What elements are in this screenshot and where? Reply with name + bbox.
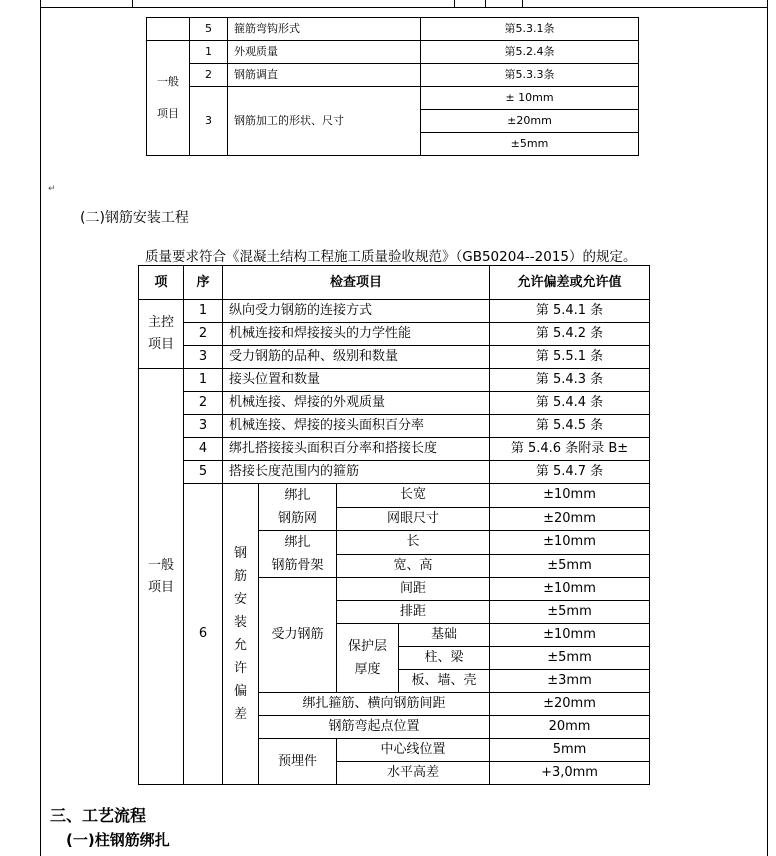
allowance-value: 第5.3.1条 [421, 18, 639, 41]
embedded-label: 预埋件 [259, 739, 337, 785]
row-no: 3 [184, 346, 223, 369]
cover-label: 保护层 厚度 [337, 624, 399, 693]
quality-note: 质量要求符合《混凝土结构工程施工质量验收规范》（GB50204--2015）的规定。 [145, 249, 637, 265]
check-item: 纵向受力钢筋的连接方式 [223, 300, 490, 323]
row-no: 2 [184, 392, 223, 415]
subsection-title: (一)柱钢筋绑扎 [66, 831, 170, 849]
allowance-value: +3,0mm [490, 762, 650, 785]
cage-label: 绑扎 钢筋骨架 [259, 531, 337, 578]
group-main-control: 主控 项目 [139, 300, 184, 369]
check-item: 机械连接、焊接的接头面积百分率 [223, 415, 490, 438]
group-general: 一般 项目 [139, 369, 184, 785]
allowance-value: ±20mm [490, 507, 650, 531]
allowance-value: ±20mm [421, 110, 639, 133]
sub-item: 间距 [337, 578, 490, 601]
allowance-value: ±10mm [490, 531, 650, 555]
check-item: 搭接长度范围内的箍筋 [223, 461, 490, 484]
allowance-value: ±5mm [421, 133, 639, 156]
sub-item: 板、墙、壳 [399, 670, 490, 693]
row-no: 1 [184, 369, 223, 392]
processing-table [146, 17, 639, 156]
allowance-value: 第 5.4.1 条 [490, 300, 650, 323]
allowance-value: 第 5.5.1 条 [490, 346, 650, 369]
allowance-value: 第 5.4.7 条 [490, 461, 650, 484]
allowance-value: 第5.2.4条 [421, 41, 639, 64]
installation-table [138, 265, 650, 785]
sub-item: 网眼尺寸 [337, 507, 490, 531]
header-check: 检查项目 [223, 266, 490, 300]
sub-item: 基础 [399, 624, 490, 647]
allowance-value: 20mm [490, 716, 650, 739]
header-strip [40, 0, 768, 8]
row-no: 6 [184, 484, 223, 785]
section3-title: 三、工艺流程 [50, 806, 147, 825]
section2-title: (二)钢筋安装工程 [80, 210, 189, 226]
row-no: 3 [190, 87, 228, 156]
sub-item: 中心线位置 [337, 739, 490, 762]
header-item: 项 [139, 266, 184, 300]
allowance-value: ±10mm [490, 624, 650, 647]
allowance-value: 第5.3.3条 [421, 64, 639, 87]
sub-item: 宽、高 [337, 554, 490, 578]
row-no: 4 [184, 438, 223, 461]
allowance-value: ±10mm [490, 484, 650, 508]
allowance-value: ±5mm [490, 647, 650, 670]
header-allowance: 允许偏差或允许值 [490, 266, 650, 300]
mesh-label: 绑扎 钢筋网 [259, 484, 337, 531]
check-item: 箍筋弯钩形式 [228, 18, 421, 41]
allowance-value: ±5mm [490, 601, 650, 624]
allowance-value: ±20mm [490, 693, 650, 716]
check-item: 钢筋调直 [228, 64, 421, 87]
sub-item: 柱、梁 [399, 647, 490, 670]
paragraph-mark: ↵ [48, 184, 56, 194]
allowance-value: 第 5.4.3 条 [490, 369, 650, 392]
group-general: 一般 项目 [147, 41, 190, 156]
allowance-value: ±10mm [490, 578, 650, 601]
sub-item: 水平高差 [337, 762, 490, 785]
stressed-label: 受力钢筋 [259, 578, 337, 693]
allowance-value: 第 5.4.4 条 [490, 392, 650, 415]
header-no: 序 [184, 266, 223, 300]
check-item: 接头位置和数量 [223, 369, 490, 392]
check-item: 受力钢筋的品种、级别和数量 [223, 346, 490, 369]
row-no: 1 [184, 300, 223, 323]
row-no: 1 [190, 41, 228, 64]
row-no: 5 [184, 461, 223, 484]
row-no: 3 [184, 415, 223, 438]
check-item: 外观质量 [228, 41, 421, 64]
row-no: 2 [184, 323, 223, 346]
allowance-value: 5mm [490, 739, 650, 762]
sub-item: 长 [337, 531, 490, 555]
vertical-label-text: 钢筋安装允许偏差 [233, 546, 247, 722]
allowance-value: ±3mm [490, 670, 650, 693]
allowance-value: 第 5.4.2 条 [490, 323, 650, 346]
sub-item: 绑扎箍筋、横向钢筋间距 [259, 693, 490, 716]
vertical-label [223, 484, 259, 785]
check-item: 机械连接、焊接的外观质量 [223, 392, 490, 415]
row-no: 2 [190, 64, 228, 87]
allowance-value: 第 5.4.5 条 [490, 415, 650, 438]
row-no: 5 [190, 18, 228, 41]
check-item: 钢筋加工的形状、尺寸 [228, 87, 421, 156]
check-item: 机械连接和焊接接头的力学性能 [223, 323, 490, 346]
group-cell [147, 18, 190, 41]
sub-item: 长宽 [337, 484, 490, 508]
sub-item: 排距 [337, 601, 490, 624]
allowance-value: 第 5.4.6 条附录 B± [490, 438, 650, 461]
check-item: 绑扎搭接接头面积百分率和搭接长度 [223, 438, 490, 461]
allowance-value: ± 10mm [421, 87, 639, 110]
sub-item: 钢筋弯起点位置 [259, 716, 490, 739]
allowance-value: ±5mm [490, 554, 650, 578]
